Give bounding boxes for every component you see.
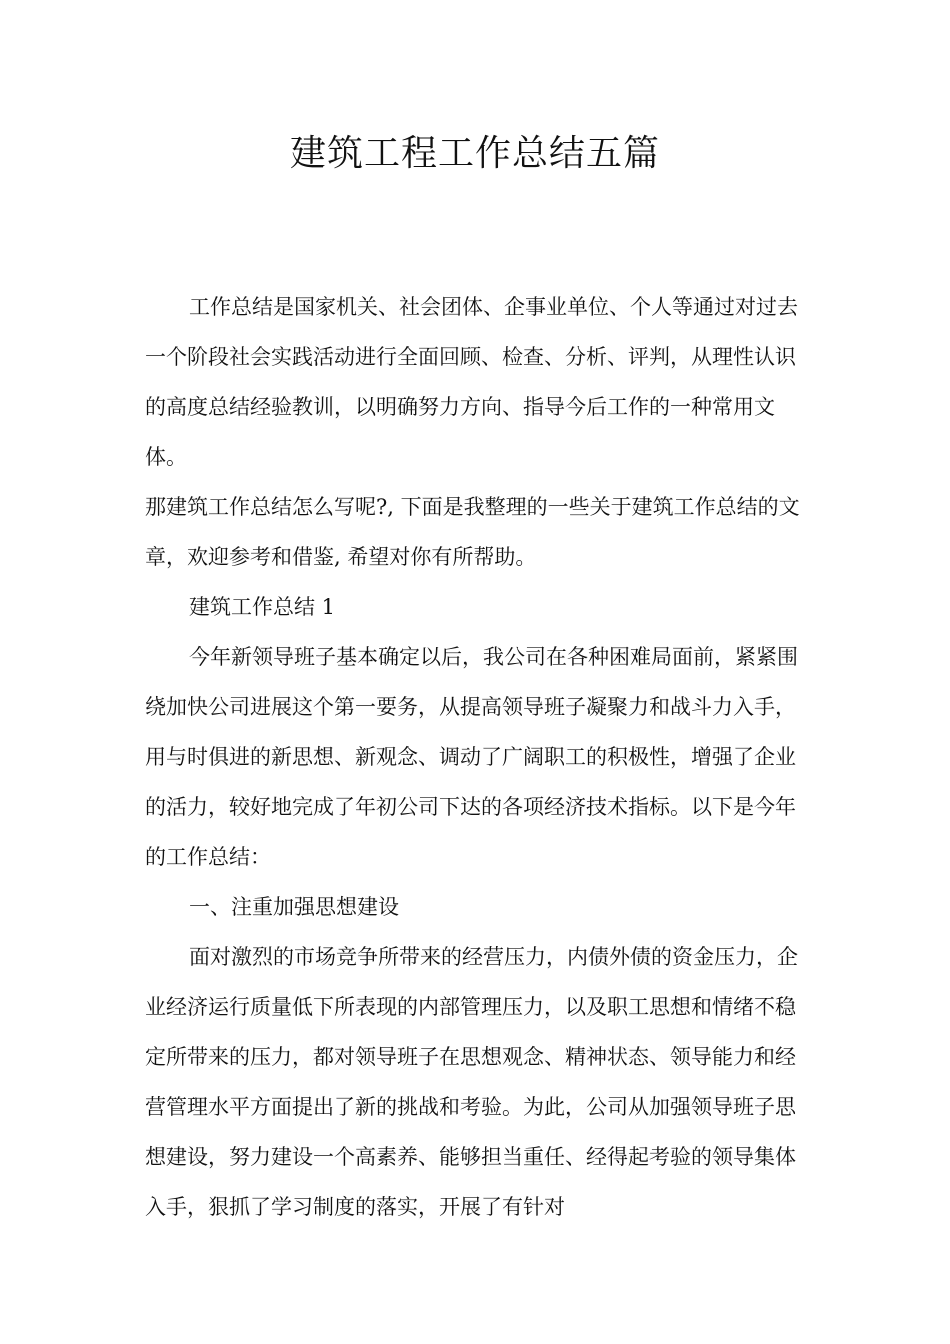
section-heading-1: 建筑工作总结 1 [189,595,336,619]
paragraph-lead-in: 那建筑工作总结怎么写呢?, 下面是我整理的一些关于建筑工作总结的文章，欢迎参考和借鉴, 希望对你有所帮助。 [145,495,800,569]
document-title: 建筑工程工作总结五篇 [289,133,660,174]
subheading-thought-building: 一、注重加强思想建设 [189,895,399,919]
document-body [145,282,805,1232]
paragraph-overview: 今年新领导班子基本确定以后，我公司在各种困难局面前，紧紧围绕加快公司进展这个第一要务，从提高领导班子凝聚力和战斗力入手，用与时俱进的新思想、新观念、调动了广阔职工的积极性，增强了企业的活力，较好地完成了年初公司下达的各项经济技术指标。以下是今年的工作总结： [145,645,798,869]
paragraph-intro: 工作总结是国家机关、社会团体、企事业单位、个人等通过对过去一个阶段社会实践活动进行全面回顾、检查、分析、评判，从理性认识的高度总结经验教训，以明确努力方向、指导今后工作的一种常用文体。 [145,295,798,469]
paragraph-pressures: 面对激烈的市场竞争所带来的经营压力，内债外债的资金压力，企业经济运行质量低下所表现的内部管理压力，以及职工思想和情绪不稳定所带来的压力，都对领导班子在思想观念、精神状态、领导能力和经营管理水平方面提出了新的挑战和考验。为此，公司从加强领导班子思想建设，努力建设一个高素养、能够担当重任、经得起考验的领导集体入手，狠抓了学习制度的落实，开展了有针对 [145,945,798,1219]
